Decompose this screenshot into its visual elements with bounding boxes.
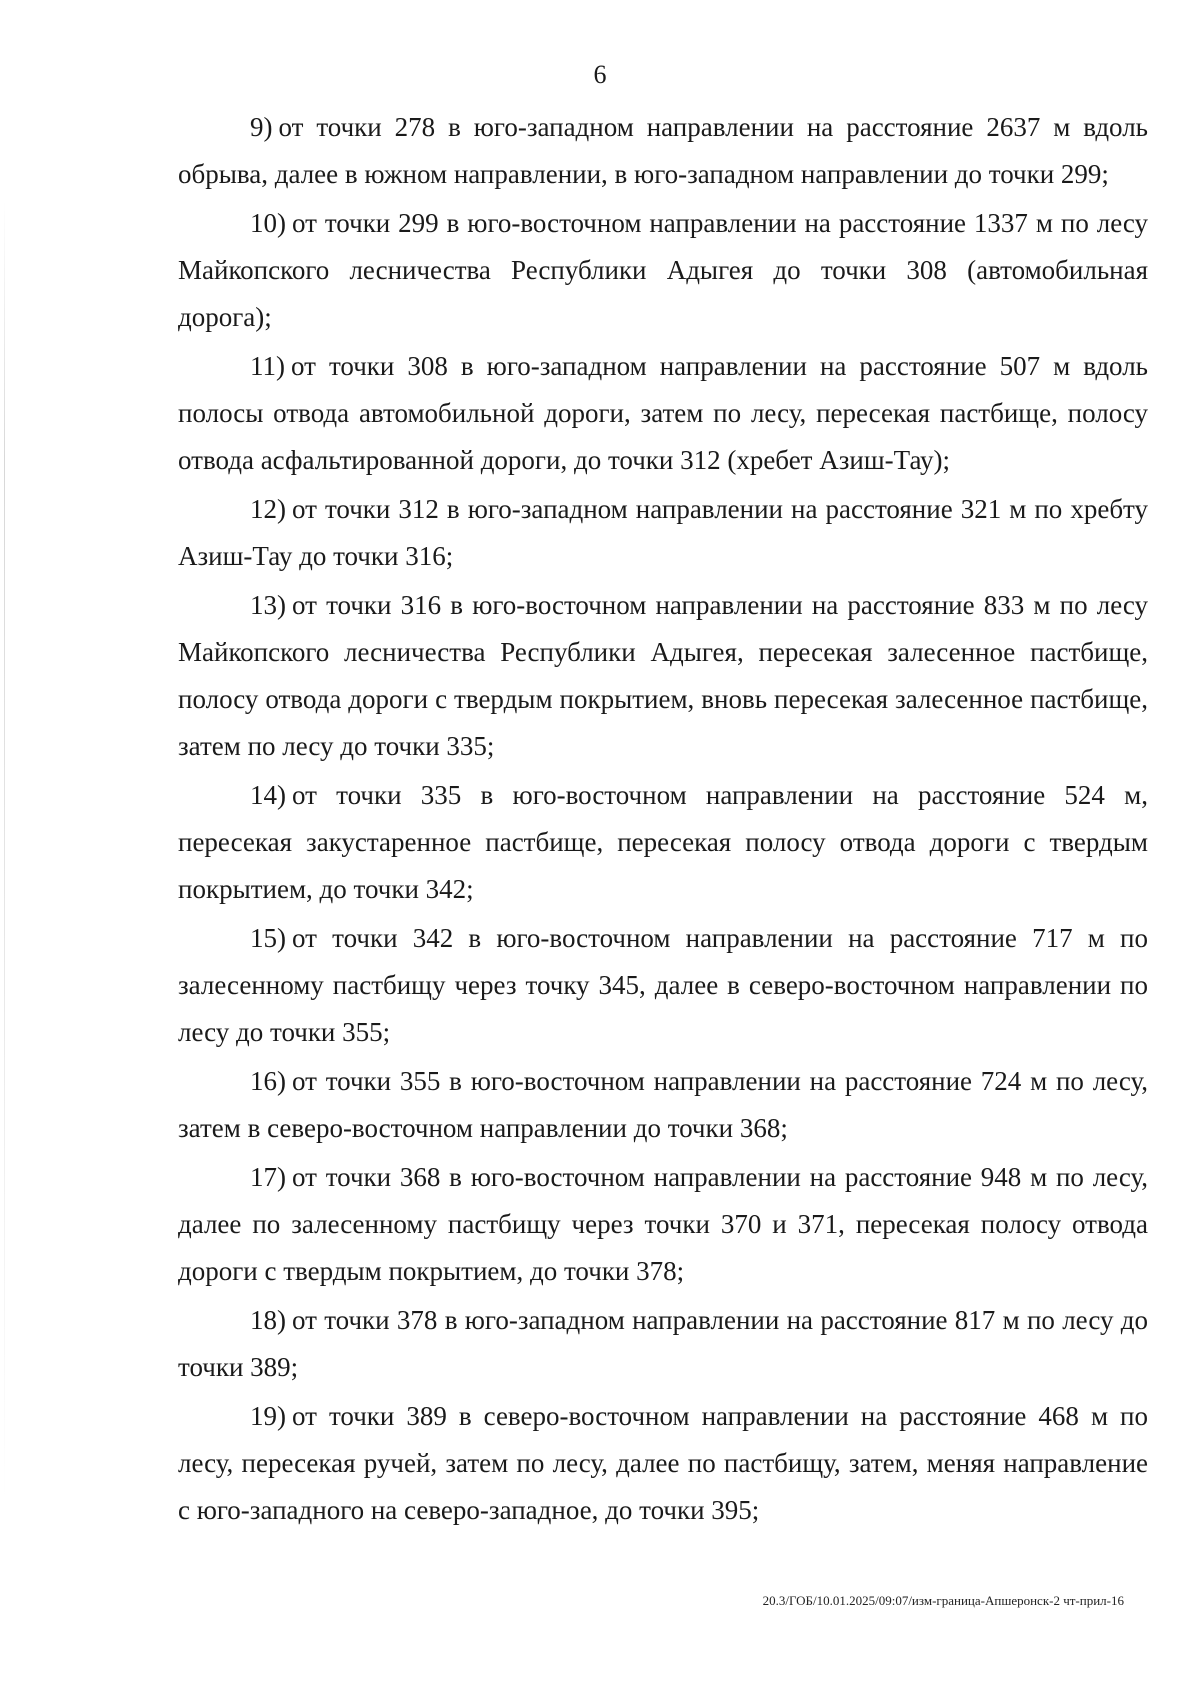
item-text: от точки 312 в юго-западном направлении на расстояние 321 м по хребту Азиш-Тау до точки 316; [178,494,1148,571]
paragraph-item-10 [178,200,1148,341]
item-text: от точки 299 в юго-восточном направлении на расстояние 1337 м по лесу Майкопского лесничества Республики Адыгея до точки 308 (автомобильная дорога); [178,208,1148,332]
item-text: от точки 342 в юго-восточном направлении на расстояние 717 м по залесенному пастбищу через точку 345, далее в северо-восточном направлении по лесу до точки 355; [178,923,1148,1047]
item-text: от точки 389 в северо-восточном направлении на расстояние 468 м по лесу, пересекая ручей, затем по лесу, далее по пастбищу, затем, меняя направление с юго-западного на северо-западное, до точки 395; [178,1401,1148,1525]
scan-edge-shadow [4,200,5,1500]
item-number: 14) [250,780,286,810]
item-number: 16) [250,1066,286,1096]
item-number: 18) [250,1305,286,1335]
item-number: 17) [250,1162,286,1192]
paragraph-item-12 [178,486,1148,580]
paragraph-item-13 [178,582,1148,770]
item-text: от точки 316 в юго-восточном направлении на расстояние 833 м по лесу Майкопского лесничества Республики Адыгея, пересекая залесенное пастбище, полосу отвода дороги с твердым покрытием, вновь пересекая залесенное пастбище, затем по лесу до точки 335; [178,590,1148,761]
item-number: 10) [250,208,286,238]
paragraph-item-16 [178,1058,1148,1152]
item-text: от точки 355 в юго-восточном направлении на расстояние 724 м по лесу, затем в северо-восточном направлении до точки 368; [178,1066,1148,1143]
paragraph-item-15 [178,915,1148,1056]
paragraph-item-9 [178,104,1148,198]
item-number: 15) [250,923,286,953]
item-text: от точки 368 в юго-восточном направлении на расстояние 948 м по лесу, далее по залесенному пастбищу через точки 370 и 371, пересекая полосу отвода дороги с твердым покрытием, до точки 378; [178,1162,1148,1286]
document-body [178,104,1148,1536]
paragraph-item-17 [178,1154,1148,1295]
item-number: 19) [250,1401,286,1431]
item-number: 11) [250,351,285,381]
item-text: от точки 308 в юго-западном направлении на расстояние 507 м вдоль полосы отвода автомобильной дороги, затем по лесу, пересекая пастбище, полосу отвода асфальтированной дороги, до точки 312 (хребет Азиш-Тау); [178,351,1148,475]
paragraph-item-11 [178,343,1148,484]
paragraph-item-18 [178,1297,1148,1391]
paragraph-item-14 [178,772,1148,913]
paragraph-item-19 [178,1393,1148,1534]
document-footer-code: 20.3/ГОБ/10.01.2025/09:07/изм-граница-Апшеронск-2 чт-прил-16 [762,1593,1124,1608]
item-text: от точки 278 в юго-западном направлении на расстояние 2637 м вдоль обрыва, далее в южном направлении, в юго-западном направлении до точки 299; [178,112,1148,189]
item-number: 13) [250,590,286,620]
item-number: 9) [250,112,273,142]
item-text: от точки 378 в юго-западном направлении на расстояние 817 м по лесу до точки 389; [178,1305,1148,1382]
item-number: 12) [250,494,286,524]
page-number: 6 [593,60,607,89]
item-text: от точки 335 в юго-восточном направлении на расстояние 524 м, пересекая закустаренное пастбище, пересекая полосу отвода дороги с твердым покрытием, до точки 342; [178,780,1148,904]
